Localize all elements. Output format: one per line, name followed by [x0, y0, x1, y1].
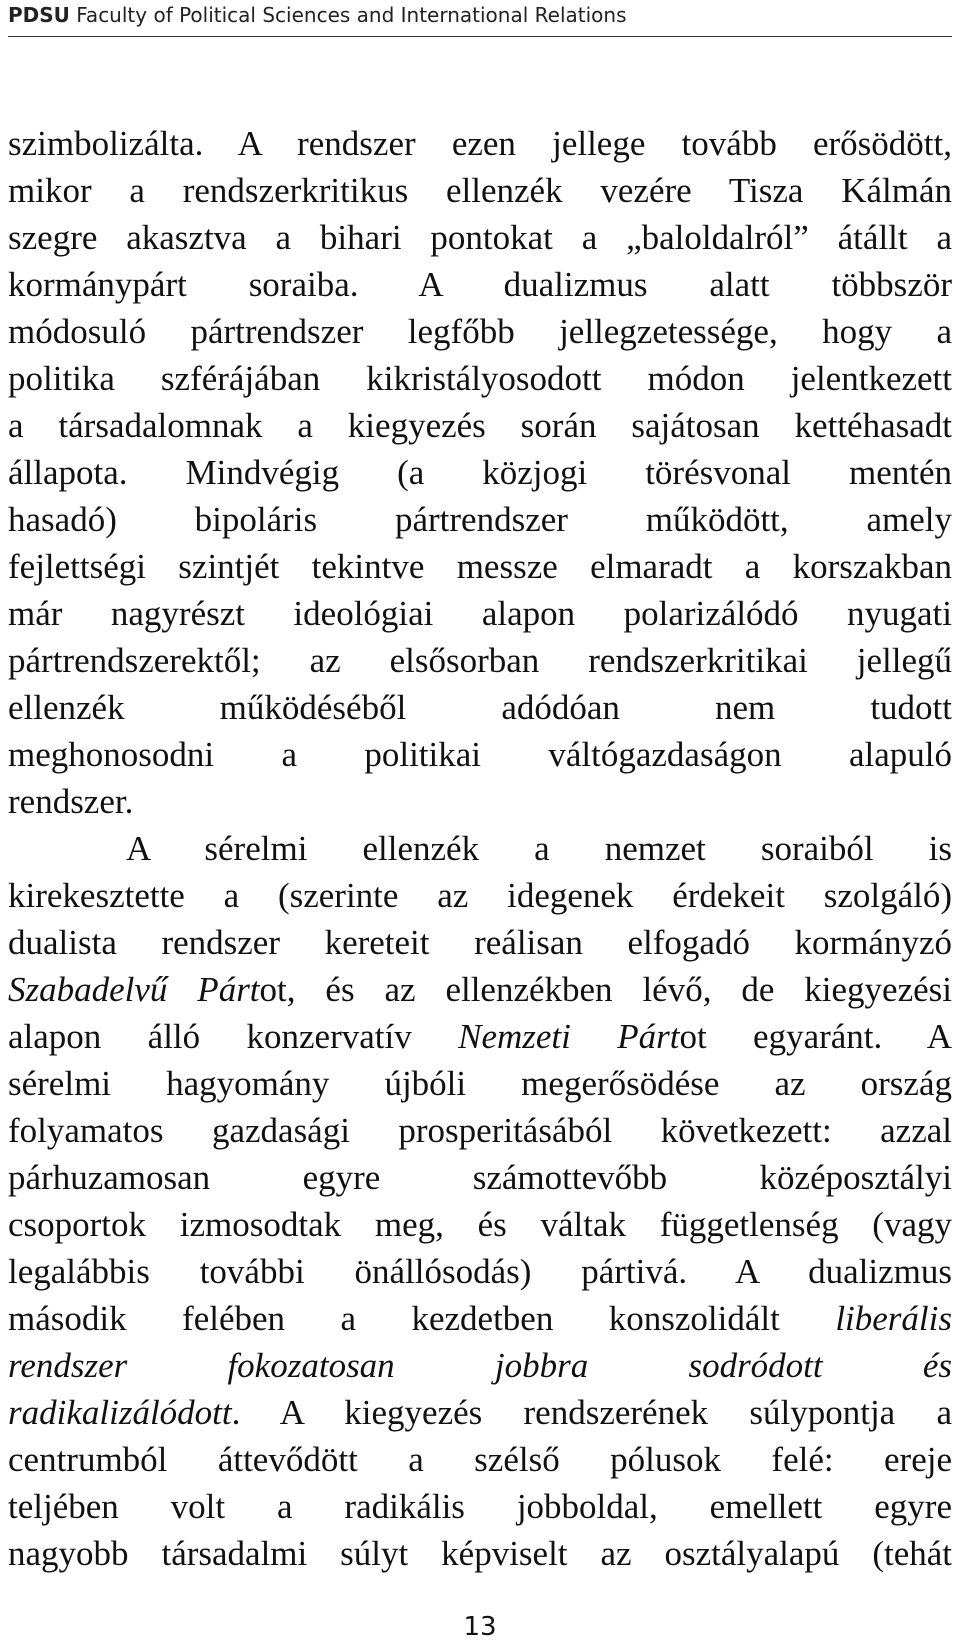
text-line: kirekesztette a (szerinte az idegenek érdekeit szolgáló): [8, 876, 952, 915]
text-line: [8, 1295, 952, 1342]
party-name-italic: Nemzeti Párt: [458, 1017, 680, 1056]
text-line: nagyobb társadalmi súlyt képviselt az osztályalapú (tehát: [8, 1534, 952, 1573]
line-text-segment: ot, és az ellenzékben lévő, de kiegyezési: [259, 970, 953, 1009]
running-header: [8, 0, 952, 37]
text-line: [8, 1389, 952, 1436]
text-line: sérelmi hagyomány újbóli megerősödése az ország: [8, 1064, 952, 1103]
text-line: meghonosodni a politikai váltógazdaságon alapuló: [8, 735, 952, 774]
text-line: [8, 966, 952, 1013]
text-line: fejlettségi szintjét tekintve messze elmaradt a korszakban: [8, 547, 952, 586]
text-line: legalábbis további önállósodás) pártivá. A dualizmus: [8, 1252, 952, 1291]
text-line: állapota. Mindvégig (a közjogi törésvonal mentén: [8, 453, 952, 492]
text-line: már nagyrészt ideológiai alapon polarizálódó nyugati: [8, 594, 952, 633]
paragraph-start-line: A sérelmi ellenzék a nemzet soraiból is: [126, 829, 952, 868]
text-line: ellenzék működéséből adódóan nem tudott: [8, 688, 952, 727]
text-line: szimbolizálta. A rendszer ezen jellege tovább erősödött,: [8, 124, 952, 163]
line-text-segment: . A kiegyezés rendszerének súlypontja a: [231, 1393, 952, 1432]
emphasis-italic: radikalizálódott: [8, 1393, 232, 1432]
line-text-segment: ot egyaránt. A: [679, 1017, 952, 1056]
emphasis-italic: liberális: [835, 1299, 952, 1338]
text-line: centrumból áttevődött a szélső pólusok felé: ereje: [8, 1440, 952, 1479]
text-line: csoportok izmosodtak meg, és váltak függetlenség (vagy: [8, 1205, 952, 1244]
page-number: 13: [463, 1612, 497, 1642]
text-line: politika szférájában kikristályosodott módon jelentkezett: [8, 359, 952, 398]
text-line: kormánypárt soraiba. A dualizmus alatt többször: [8, 265, 952, 304]
text-line: módosuló pártrendszer legfőbb jellegzetessége, hogy a: [8, 312, 952, 351]
text-line: mikor a rendszerkritikus ellenzék vezére Tisza Kálmán: [8, 171, 952, 210]
text-line: [8, 1013, 952, 1060]
text-line: szegre akasztva a bihari pontokat a „baloldalról” átállt a: [8, 218, 952, 257]
header-faculty-name: Faculty of Political Sciences and International Relations: [69, 3, 627, 27]
text-line: folyamatos gazdasági prosperitásából következett: azzal: [8, 1111, 952, 1150]
body-text: [8, 120, 952, 1577]
line-text-segment: alapon álló konzervatív: [8, 1017, 459, 1056]
header-institution-abbrev: PDSU: [8, 3, 70, 27]
text-line: teljében volt a radikális jobboldal, emellett egyre: [8, 1487, 952, 1526]
line-text-segment: második felében a kezdetben konszolidált: [8, 1299, 836, 1338]
text-line: pártrendszerektől; az elsősorban rendszerkritikai jellegű: [8, 641, 952, 680]
party-name-italic: Szabadelvű Párt: [8, 970, 260, 1009]
text-line: dualista rendszer kereteit reálisan elfogadó kormányzó: [8, 923, 952, 962]
text-line: párhuzamosan egyre számottevőbb középosztályi: [8, 1158, 952, 1197]
text-line: a társadalomnak a kiegyezés során sajátosan kettéhasadt: [8, 406, 952, 445]
paragraph-end-line: rendszer.: [8, 782, 134, 821]
emphasis-italic-line: rendszer fokozatosan jobbra sodródott és: [8, 1346, 952, 1385]
text-line: hasadó) bipoláris pártrendszer működött, amely: [8, 500, 952, 539]
